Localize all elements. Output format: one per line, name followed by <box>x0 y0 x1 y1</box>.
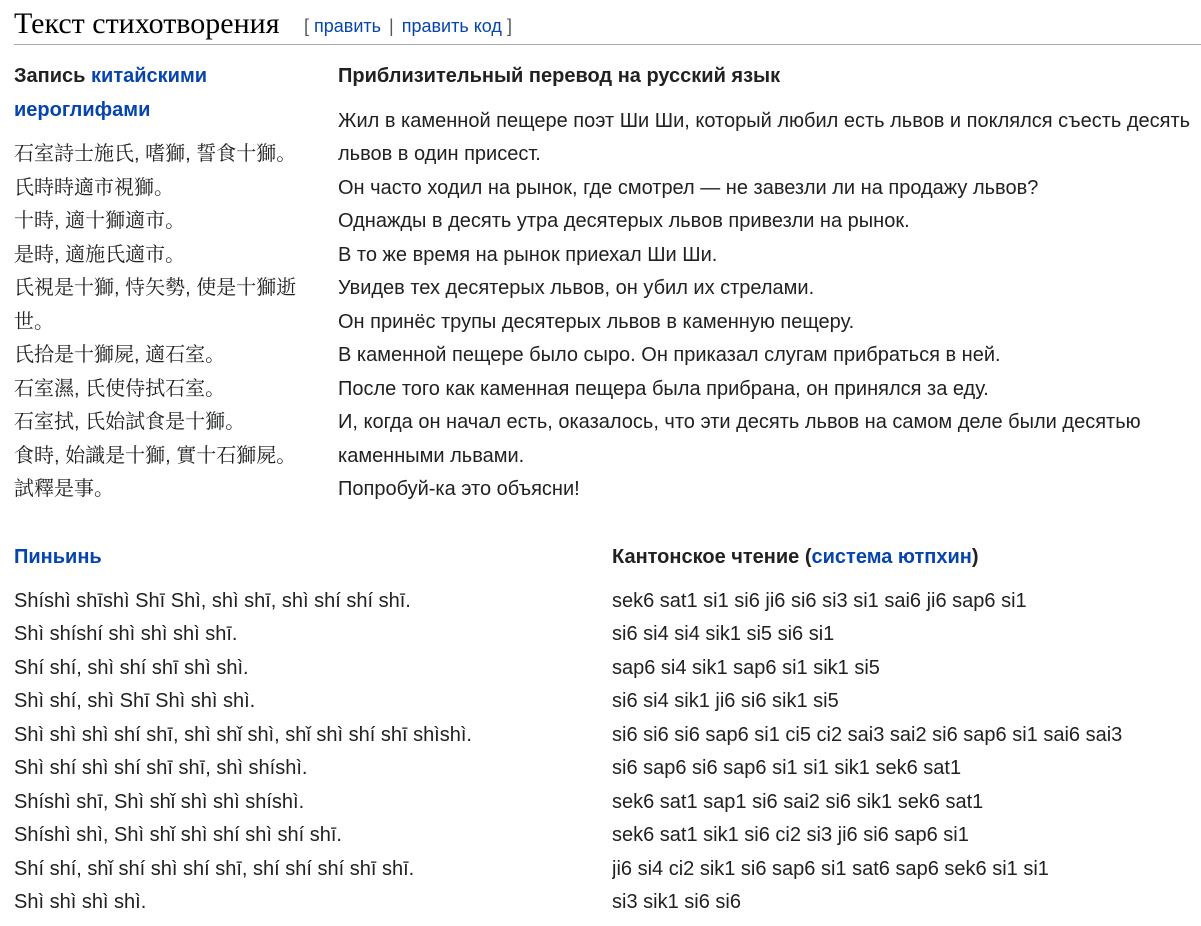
translation-line: Попробуй-ка это объясни! <box>338 478 580 500</box>
translation-line: В то же время на рынок приехал Ши Ши. <box>338 243 718 266</box>
cantonese-line: si6 si4 si4 sik1 si5 si6 si1 <box>612 623 835 645</box>
cantonese-line: sap6 si4 sik1 sap6 si1 sik1 si5 <box>612 656 880 679</box>
cantonese-title <box>612 541 1201 575</box>
cantonese-line: si6 si4 sik1 ji6 si6 sik1 si5 <box>612 690 839 712</box>
hanzi-line: 石室濕, 氏使侍拭石室。 <box>14 377 226 400</box>
pinyin-line: Shíshì shī, Shì shǐ shì shì shíshì. <box>14 790 305 813</box>
pinyin-line: Shì shí shì shí shī shī, shì shíshì. <box>14 757 308 779</box>
edit-bracket-close: ] <box>506 16 512 36</box>
cantonese-line: si3 sik1 si6 si6 <box>612 891 741 913</box>
pinyin-line: Shí shí, shǐ shí shì shí shī, shí shí shí shī shī. <box>14 857 415 880</box>
translation-line: Однажды в десять утра десятерых львов привезли на рынок. <box>338 210 910 232</box>
pinyin-column <box>14 541 594 920</box>
cantonese-column <box>612 541 1201 920</box>
pinyin-line: Shì shí, shì Shī Shì shì shì. <box>14 690 256 712</box>
translation-line: Он принёс трупы десятерых львов в каменную пещеру. <box>338 310 855 333</box>
cantonese-line: sek6 sat1 sik1 si6 ci2 si3 ji6 si6 sap6 si1 <box>612 824 969 846</box>
pinyin-line: Shì shì shì shí shī, shì shǐ shì, shǐ shì shí shī shìshì. <box>14 723 472 746</box>
hanzi-line: 是時, 適施氏適市。 <box>14 243 186 266</box>
edit-code-link[interactable]: править код <box>401 16 502 36</box>
cantonese-title-link[interactable]: система ютпхин <box>811 546 972 568</box>
hanzi-line: 十時, 適十獅適市。 <box>14 210 186 232</box>
section-heading <box>14 4 1201 45</box>
hanzi-line: 氏拾是十獅屍, 適石室。 <box>14 344 226 366</box>
translation-lines <box>338 105 1201 507</box>
hanzi-title <box>14 60 316 127</box>
pinyin-line: Shì shì shì shì. <box>14 891 147 913</box>
translation-line: Увидев тех десятерых львов, он убил их стрелами. <box>338 277 815 299</box>
pinyin-line: Shíshì shīshì Shī Shì, shì shī, shì shí shí shī. <box>14 589 411 612</box>
section-title: Текст стихотворения <box>14 7 280 40</box>
hanzi-column <box>14 60 316 507</box>
translation-line: Он часто ходил на рынок, где смотрел — не завезли ли на продажу львов? <box>338 176 1039 199</box>
hanzi-line: 食時, 始識是十獅, 實十石獅屍。 <box>14 444 297 467</box>
edit-section-links <box>304 16 512 36</box>
pinyin-line: Shí shí, shì shí shī shì shì. <box>14 656 249 679</box>
hanzi-line: 試釋是事。 <box>14 478 114 500</box>
hanzi-line: 氏時時適市視獅。 <box>14 176 174 199</box>
hanzi-title-link[interactable]: китайскими иероглифами <box>14 65 208 121</box>
edit-bracket-open: [ <box>303 16 309 36</box>
cantonese-lines <box>612 585 1201 920</box>
edit-separator: | <box>389 16 394 36</box>
hanzi-lines <box>14 138 316 507</box>
cantonese-line: sek6 sat1 sap1 si6 sai2 si6 sik1 sek6 sat1 <box>612 790 984 813</box>
cantonese-line: si6 sap6 si6 sap6 si1 si1 sik1 sek6 sat1 <box>612 757 962 779</box>
translation-line: В каменной пещере было сыро. Он приказал слугам прибраться в ней. <box>338 344 1001 366</box>
pinyin-title-link[interactable]: Пиньинь <box>14 546 102 568</box>
translation-column <box>338 60 1201 507</box>
hanzi-line: 石室拭, 氏始試食是十獅。 <box>14 411 246 433</box>
translation-line: И, когда он начал есть, оказалось, что эти десять львов на самом деле были десятью каменными львами. <box>338 411 1141 467</box>
pinyin-lines <box>14 585 594 920</box>
translation-line: Жил в каменной пещере поэт Ши Ши, который любил есть львов и поклялся съесть десять львов в один присест. <box>338 109 1191 165</box>
hanzi-line: 石室詩士施氏, 嗜獅, 誓食十獅。 <box>14 143 297 165</box>
pinyin-line: Shì shíshí shì shì shì shī. <box>14 623 238 645</box>
edit-link[interactable]: править <box>313 16 381 36</box>
translation-title: Приблизительный перевод на русский язык <box>338 65 781 87</box>
hanzi-title-prefix: Запись <box>14 65 86 87</box>
translation-line: После того как каменная пещера была прибрана, он принялся за еду. <box>338 377 989 400</box>
cantonese-line: sek6 sat1 si1 si6 ji6 si6 si3 si1 sai6 ji6 sap6 si1 <box>612 589 1027 612</box>
cantonese-title-prefix: Кантонское чтение ( <box>612 546 812 568</box>
pinyin-line: Shíshì shì, Shì shǐ shì shí shì shí shī. <box>14 824 342 846</box>
hanzi-line: 氏視是十獅, 恃矢勢, 使是十獅逝世。 <box>14 277 297 333</box>
cantonese-title-suffix: ) <box>971 546 979 568</box>
cantonese-line: si6 si6 si6 sap6 si1 ci5 ci2 sai3 sai2 si6 sap6 si1 sai6 sai3 <box>612 723 1123 746</box>
cantonese-line: ji6 si4 ci2 sik1 si6 sap6 si1 sat6 sap6 sek6 si1 si1 <box>612 857 1049 880</box>
